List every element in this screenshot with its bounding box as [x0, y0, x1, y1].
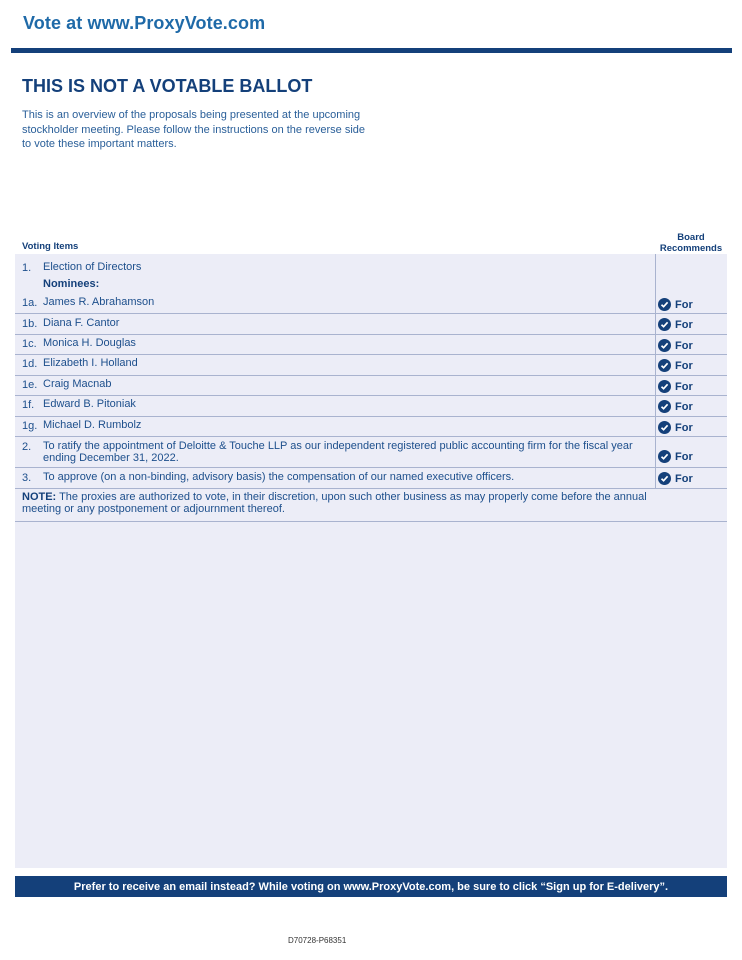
recommendation-label: For: [675, 400, 693, 413]
nominees-label: Nominees:: [43, 278, 100, 290]
check-circle-icon: [658, 472, 671, 485]
recommendation-label: For: [675, 472, 693, 485]
table-row: [15, 468, 727, 489]
board-recommendation: [658, 380, 693, 393]
check-circle-icon: [658, 380, 671, 393]
table-row: [15, 314, 727, 335]
board-recommendation: [658, 450, 693, 463]
recommendation-label: For: [675, 450, 693, 463]
check-circle-icon: [658, 421, 671, 434]
edelivery-banner-text[interactable]: Prefer to receive an email instead? While voting on www.ProxyVote.com, be sure to click “Sign up for E-delivery”.: [73, 880, 669, 893]
check-circle-icon: [658, 359, 671, 372]
table-row: [15, 254, 727, 314]
item-number: 1c.: [22, 338, 37, 350]
intro-text: This is an overview of the proposals being presented at the upcoming stockholder meeting. Please follow the instructions on the reverse side to vote these important matters.: [22, 109, 366, 150]
item-number: 1.: [22, 262, 32, 274]
recommendation-label: For: [675, 380, 693, 393]
recommendation-label: For: [675, 339, 693, 352]
board-recommendation: [658, 359, 693, 372]
item-text: James R. Abrahamson: [43, 296, 155, 308]
board-recommendation: [658, 472, 693, 485]
recommendation-label: For: [675, 421, 693, 434]
recommendation-label: For: [675, 318, 693, 331]
table-row: [15, 396, 727, 417]
board-recommendation: [658, 339, 693, 352]
item-text: To approve (on a non-binding, advisory basis) the compensation of our named executive officers.: [43, 471, 515, 483]
item-number: 1f.: [22, 399, 35, 411]
board-recommends-line2: Recommends: [659, 243, 723, 254]
item-text: Craig Macnab: [43, 378, 112, 390]
board-recommendation: [658, 318, 693, 331]
note-text: [22, 491, 654, 515]
check-circle-icon: [658, 318, 671, 331]
check-circle-icon: [658, 298, 671, 311]
table-row: [15, 437, 727, 468]
document-code: D70728-P68351: [288, 936, 347, 945]
edelivery-banner: [15, 876, 727, 897]
item-text: Election of Directors: [43, 261, 142, 273]
recommendation-label: For: [675, 359, 693, 372]
table-row: [15, 335, 727, 355]
note-label: NOTE:: [22, 491, 57, 503]
ballot-heading: THIS IS NOT A VOTABLE BALLOT: [22, 76, 313, 96]
item-text: Monica H. Douglas: [43, 337, 136, 349]
check-circle-icon: [658, 400, 671, 413]
check-circle-icon: [658, 450, 671, 463]
item-number: 2.: [22, 441, 32, 453]
item-text: Diana F. Cantor: [43, 317, 120, 329]
item-number: 1g.: [22, 420, 38, 432]
item-text: Michael D. Rumbolz: [43, 419, 142, 431]
note-body: The proxies are authorized to vote, in their discretion, upon such other business as may properly come before the annual meeting or any postponement or adjournment thereof.: [22, 491, 647, 515]
item-number: 3.: [22, 472, 32, 484]
header-title[interactable]: Vote at www.ProxyVote.com: [23, 13, 266, 33]
recommendation-label: For: [675, 298, 693, 311]
board-recommendation: [658, 298, 693, 311]
item-text: Edward B. Pitoniak: [43, 398, 136, 410]
voting-items-header: Voting Items: [22, 241, 79, 252]
item-text: Elizabeth I. Holland: [43, 357, 138, 369]
board-recommendation: [658, 400, 693, 413]
board-recommendation: [658, 421, 693, 434]
table-row: [15, 355, 727, 376]
header-divider: [11, 48, 732, 53]
note-divider: [15, 521, 727, 522]
item-number: 1d.: [22, 358, 38, 370]
item-number: 1b.: [22, 318, 38, 330]
table-row: [15, 376, 727, 396]
table-row: [15, 417, 727, 437]
item-number: 1a.: [22, 297, 38, 309]
board-recommends-header: [655, 232, 727, 254]
board-recommends-line1: Board: [677, 232, 705, 243]
item-number: 1e.: [22, 379, 38, 391]
item-text: To ratify the appointment of Deloitte & Touche LLP as our independent registered public accounting firm for the fiscal year ending December 31, 2022.: [43, 440, 633, 464]
check-circle-icon: [658, 339, 671, 352]
